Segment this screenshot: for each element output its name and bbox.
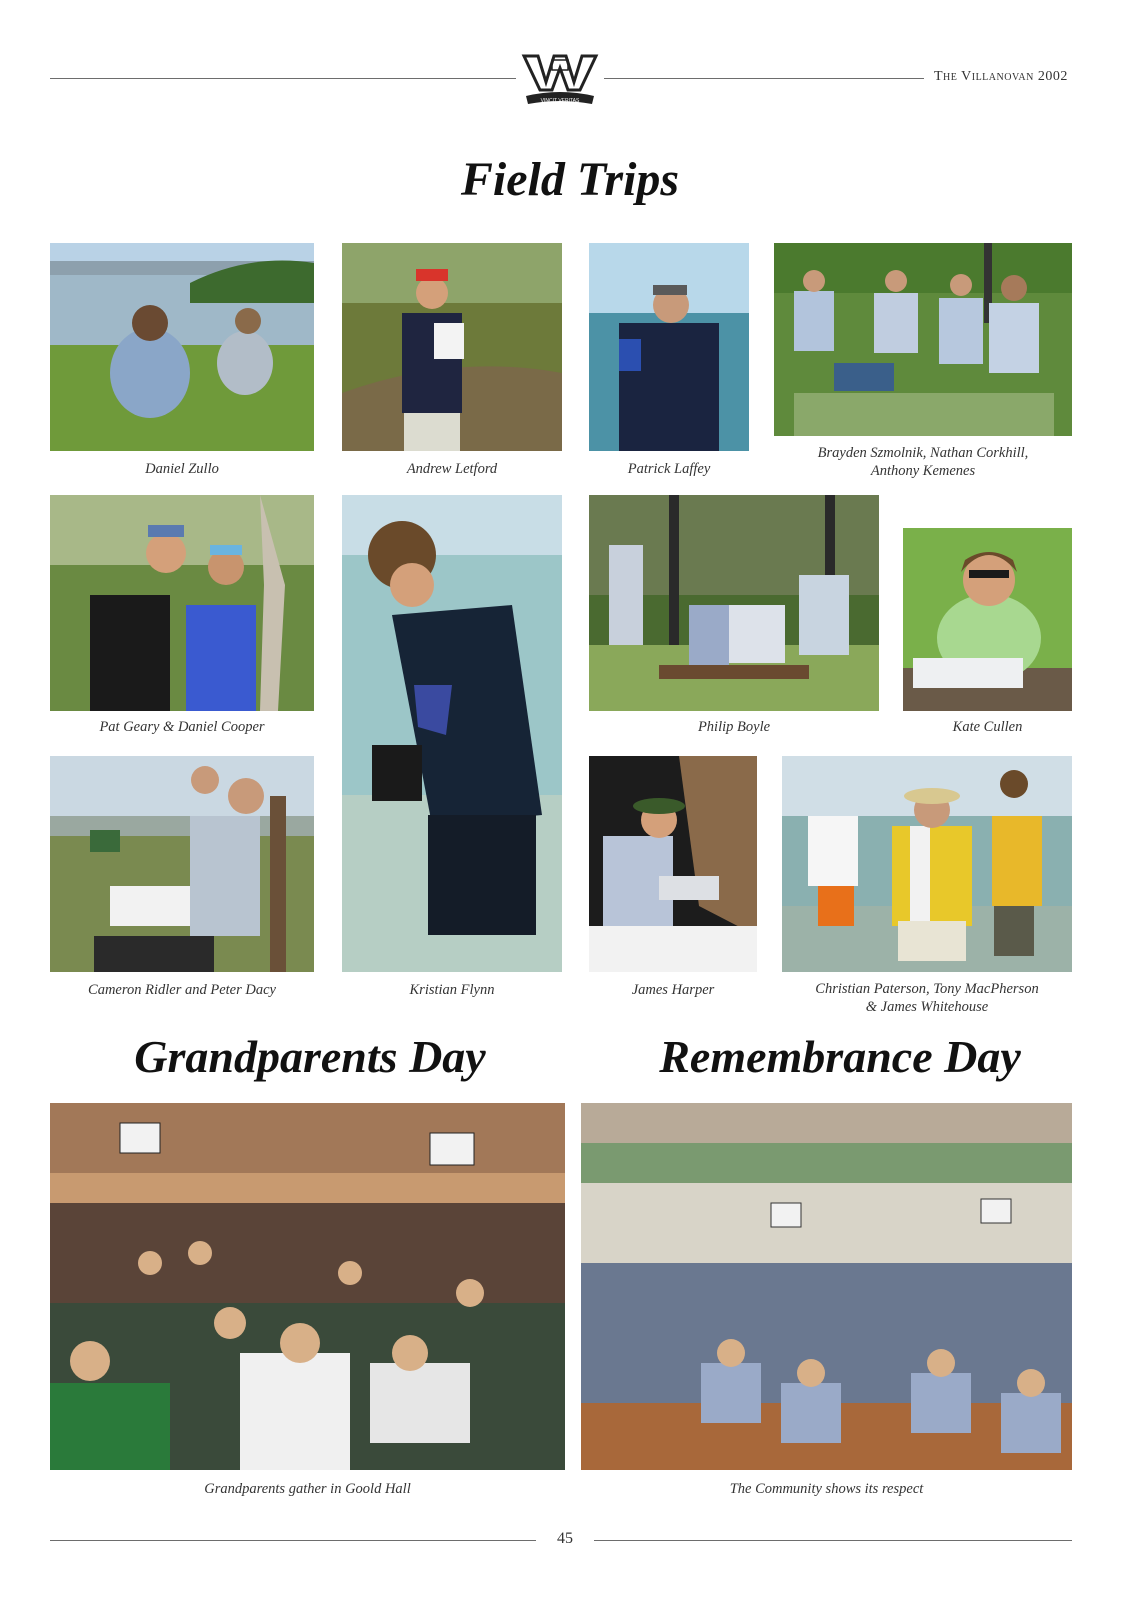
caption-group-line2: Anthony Kemenes bbox=[870, 463, 976, 479]
photo-pat-geary-daniel-cooper bbox=[50, 495, 314, 711]
grandparents-day-title: Grandparents Day bbox=[134, 1031, 486, 1082]
caption-james-harper: James Harper bbox=[631, 982, 715, 998]
header-rule-left bbox=[50, 78, 516, 79]
photo-grandparents-goold-hall bbox=[50, 1103, 565, 1470]
photo-group-brayden-nathan-anthony bbox=[774, 243, 1072, 436]
caption-philip-boyle: Philip Boyle bbox=[697, 719, 771, 735]
photo-kate-cullen bbox=[903, 528, 1072, 711]
caption-community-respect: The Community shows its respect bbox=[729, 1481, 924, 1497]
photo-kristian-flynn bbox=[342, 495, 562, 972]
photo-patrick-laffey bbox=[589, 243, 749, 451]
caption-cameron-ridler-peter-dacy: Cameron Ridler and Peter Dacy bbox=[88, 982, 276, 998]
photo-christian-tony-james bbox=[782, 756, 1072, 972]
footer-rule-right bbox=[594, 1540, 1072, 1541]
caption-daniel-zullo: Daniel Zullo bbox=[145, 461, 219, 477]
header-rule-right bbox=[604, 78, 924, 79]
crest-motto: VINCIT VERITAS bbox=[540, 98, 580, 104]
photo-andrew-letford bbox=[342, 243, 562, 451]
photo-daniel-zullo bbox=[50, 243, 314, 451]
photo-cameron-ridler-peter-dacy bbox=[50, 756, 314, 972]
caption-group-line1: Brayden Szmolnik, Nathan Corkhill, bbox=[817, 445, 1029, 461]
page-number: 45 bbox=[557, 1530, 573, 1547]
footer-rule-left bbox=[50, 1540, 536, 1541]
caption-andrew-letford: Andrew Letford bbox=[406, 461, 498, 477]
school-crest-logo bbox=[520, 50, 600, 108]
photo-philip-boyle bbox=[589, 495, 879, 711]
running-head: The Villanovan 2002 bbox=[934, 69, 1068, 84]
caption-christian-line2: & James Whitehouse bbox=[865, 999, 989, 1015]
caption-kate-cullen: Kate Cullen bbox=[952, 719, 1023, 735]
photo-community-respect bbox=[581, 1103, 1072, 1470]
caption-christian-line1: Christian Paterson, Tony MacPherson bbox=[815, 981, 1039, 997]
photo-james-harper bbox=[589, 756, 757, 972]
field-trips-title: Field Trips bbox=[460, 153, 680, 206]
caption-kristian-flynn: Kristian Flynn bbox=[409, 982, 495, 998]
caption-grandparents-goold-hall: Grandparents gather in Goold Hall bbox=[204, 1481, 411, 1497]
caption-patrick-laffey: Patrick Laffey bbox=[627, 461, 711, 477]
remembrance-day-title: Remembrance Day bbox=[659, 1031, 1021, 1082]
caption-pat-geary-daniel-cooper: Pat Geary & Daniel Cooper bbox=[99, 719, 265, 735]
